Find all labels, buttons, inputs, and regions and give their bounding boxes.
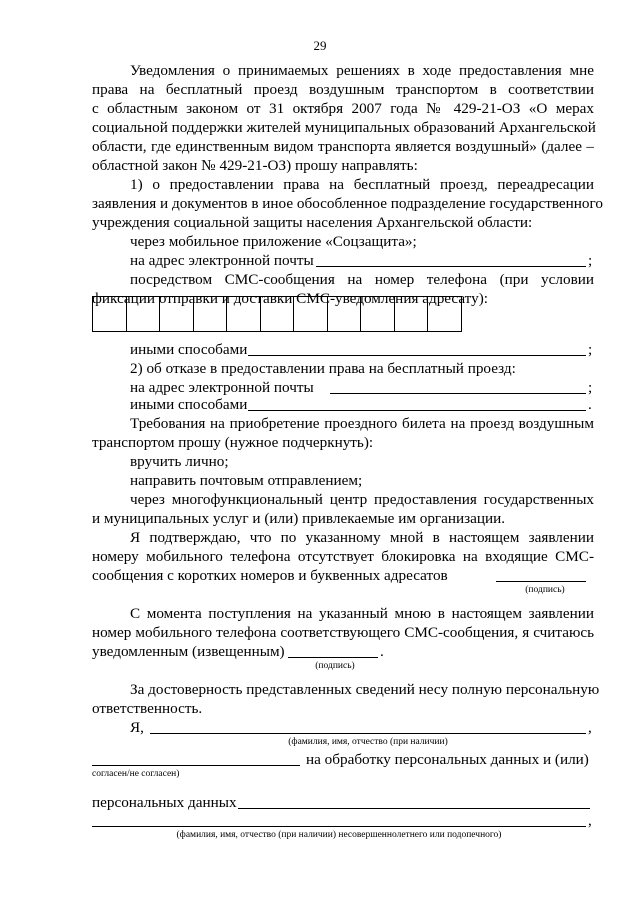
text-line: ответственность. <box>92 700 203 717</box>
phone-digit-cell[interactable] <box>428 296 462 332</box>
punct: , <box>588 812 592 829</box>
signature-line[interactable] <box>496 581 586 582</box>
minor-name-caption: (фамилия, имя, отчество (при наличии) несовершеннолетнего или подопечного) <box>176 830 502 840</box>
page-number: 29 <box>313 38 327 53</box>
text-line: персональных данных <box>92 794 237 811</box>
signature-line[interactable] <box>288 657 378 658</box>
punct: ; <box>588 379 593 396</box>
text-line: 1) о предоставлении права на бесплатный проезд, переадресации <box>130 176 594 193</box>
option-in-person[interactable]: вручить лично; <box>130 453 229 470</box>
text-line: фиксации отправки и доставки СМС-уведомления адресату): <box>92 290 488 307</box>
phone-number-grid[interactable] <box>92 296 462 332</box>
text-line: номер мобильного телефона соответствующего СМС-сообщения, я считаюсь <box>92 624 594 641</box>
text-line: на обработку персональных данных и (или) <box>306 751 589 768</box>
minor-name-field-line[interactable] <box>92 826 586 827</box>
phone-digit-cell[interactable] <box>194 296 228 332</box>
email-field-line[interactable] <box>316 266 586 267</box>
text-line: номеру мобильного телефона отсутствует блокировка на входящие СМС- <box>92 548 594 565</box>
punct: . <box>588 396 592 413</box>
signature-caption: (подпись) <box>525 585 565 595</box>
text-line: через мобильное приложение «Соцзащита»; <box>130 233 417 250</box>
text-line: Я, <box>130 719 144 736</box>
text-line: 2) об отказе в предоставлении права на бесплатный проезд: <box>130 360 516 377</box>
punct: . <box>380 643 384 660</box>
text-line: посредством СМС-сообщения на номер телефона (при условии <box>130 271 594 288</box>
punct: , <box>588 719 592 736</box>
text-line: С момента поступления на указанный мною в настоящем заявлении <box>130 605 594 622</box>
text-line: сообщения с коротких номеров и буквенных адресатов <box>92 567 448 584</box>
full-name-caption: (фамилия, имя, отчество (при наличии) <box>288 737 448 747</box>
consent-caption: согласен/не согласен) <box>92 769 180 779</box>
phone-digit-cell[interactable] <box>395 296 429 332</box>
text-line: на адрес электронной почты <box>130 252 314 269</box>
text-line: учреждения социальной защиты населения Архангельской области: <box>92 214 533 231</box>
phone-digit-cell[interactable] <box>328 296 362 332</box>
option-by-mail[interactable]: направить почтовым отправлением; <box>130 472 363 489</box>
option-mfc[interactable]: через многофункциональный центр предоставления государственных <box>130 491 594 508</box>
text-line: Требования на приобретение проездного билета на проезд воздушным <box>130 415 594 432</box>
other-methods-field-line[interactable] <box>248 355 586 356</box>
text-line: Уведомления о принимаемых решениях в ходе предоставления мне <box>130 62 594 79</box>
punct: ; <box>588 341 593 358</box>
phone-digit-cell[interactable] <box>127 296 161 332</box>
text-line: социальной поддержки жителей муниципальных образований Архангельской <box>92 119 596 136</box>
text-line: с областным законом от 31 октября 2007 года № 429-21-ОЗ «О мерах <box>92 100 594 117</box>
other-methods-field-line[interactable] <box>248 410 586 411</box>
text-line: транспортом прошу (нужное подчеркнуть): <box>92 434 374 451</box>
phone-digit-cell[interactable] <box>160 296 194 332</box>
text-line: области, где единственным видом транспорта является воздушный» (далее – <box>92 138 594 155</box>
phone-digit-cell[interactable] <box>294 296 328 332</box>
phone-digit-cell[interactable] <box>261 296 295 332</box>
text-line: иными способами <box>130 341 248 358</box>
text-line: иными способами <box>130 396 248 413</box>
phone-digit-cell[interactable] <box>227 296 261 332</box>
text-line: права на бесплатный проезд воздушным транспортом в соответствии <box>92 81 594 98</box>
full-name-field-line[interactable] <box>150 733 586 734</box>
consent-field-line[interactable] <box>92 765 300 766</box>
text-line: областной закон № 429-21-ОЗ) прошу направлять: <box>92 157 418 174</box>
text-line: и муниципальных услуг и (или) привлекаемые им организации. <box>92 510 506 527</box>
email-field-line[interactable] <box>330 393 586 394</box>
personal-data-field-line[interactable] <box>238 808 590 809</box>
signature-caption: (подпись) <box>315 661 355 671</box>
punct: ; <box>588 252 593 269</box>
phone-digit-cell[interactable] <box>93 296 127 332</box>
text-line: За достоверность представленных сведений несу полную персональную <box>130 681 600 698</box>
phone-digit-cell[interactable] <box>361 296 395 332</box>
text-line: на адрес электронной почты <box>130 379 314 396</box>
text-line: заявления и документов в иное обособленное подразделение государственного <box>92 195 603 212</box>
text-line: уведомленным (извещенным) <box>92 643 285 660</box>
text-line: Я подтверждаю, что по указанному мной в настоящем заявлении <box>130 529 594 546</box>
